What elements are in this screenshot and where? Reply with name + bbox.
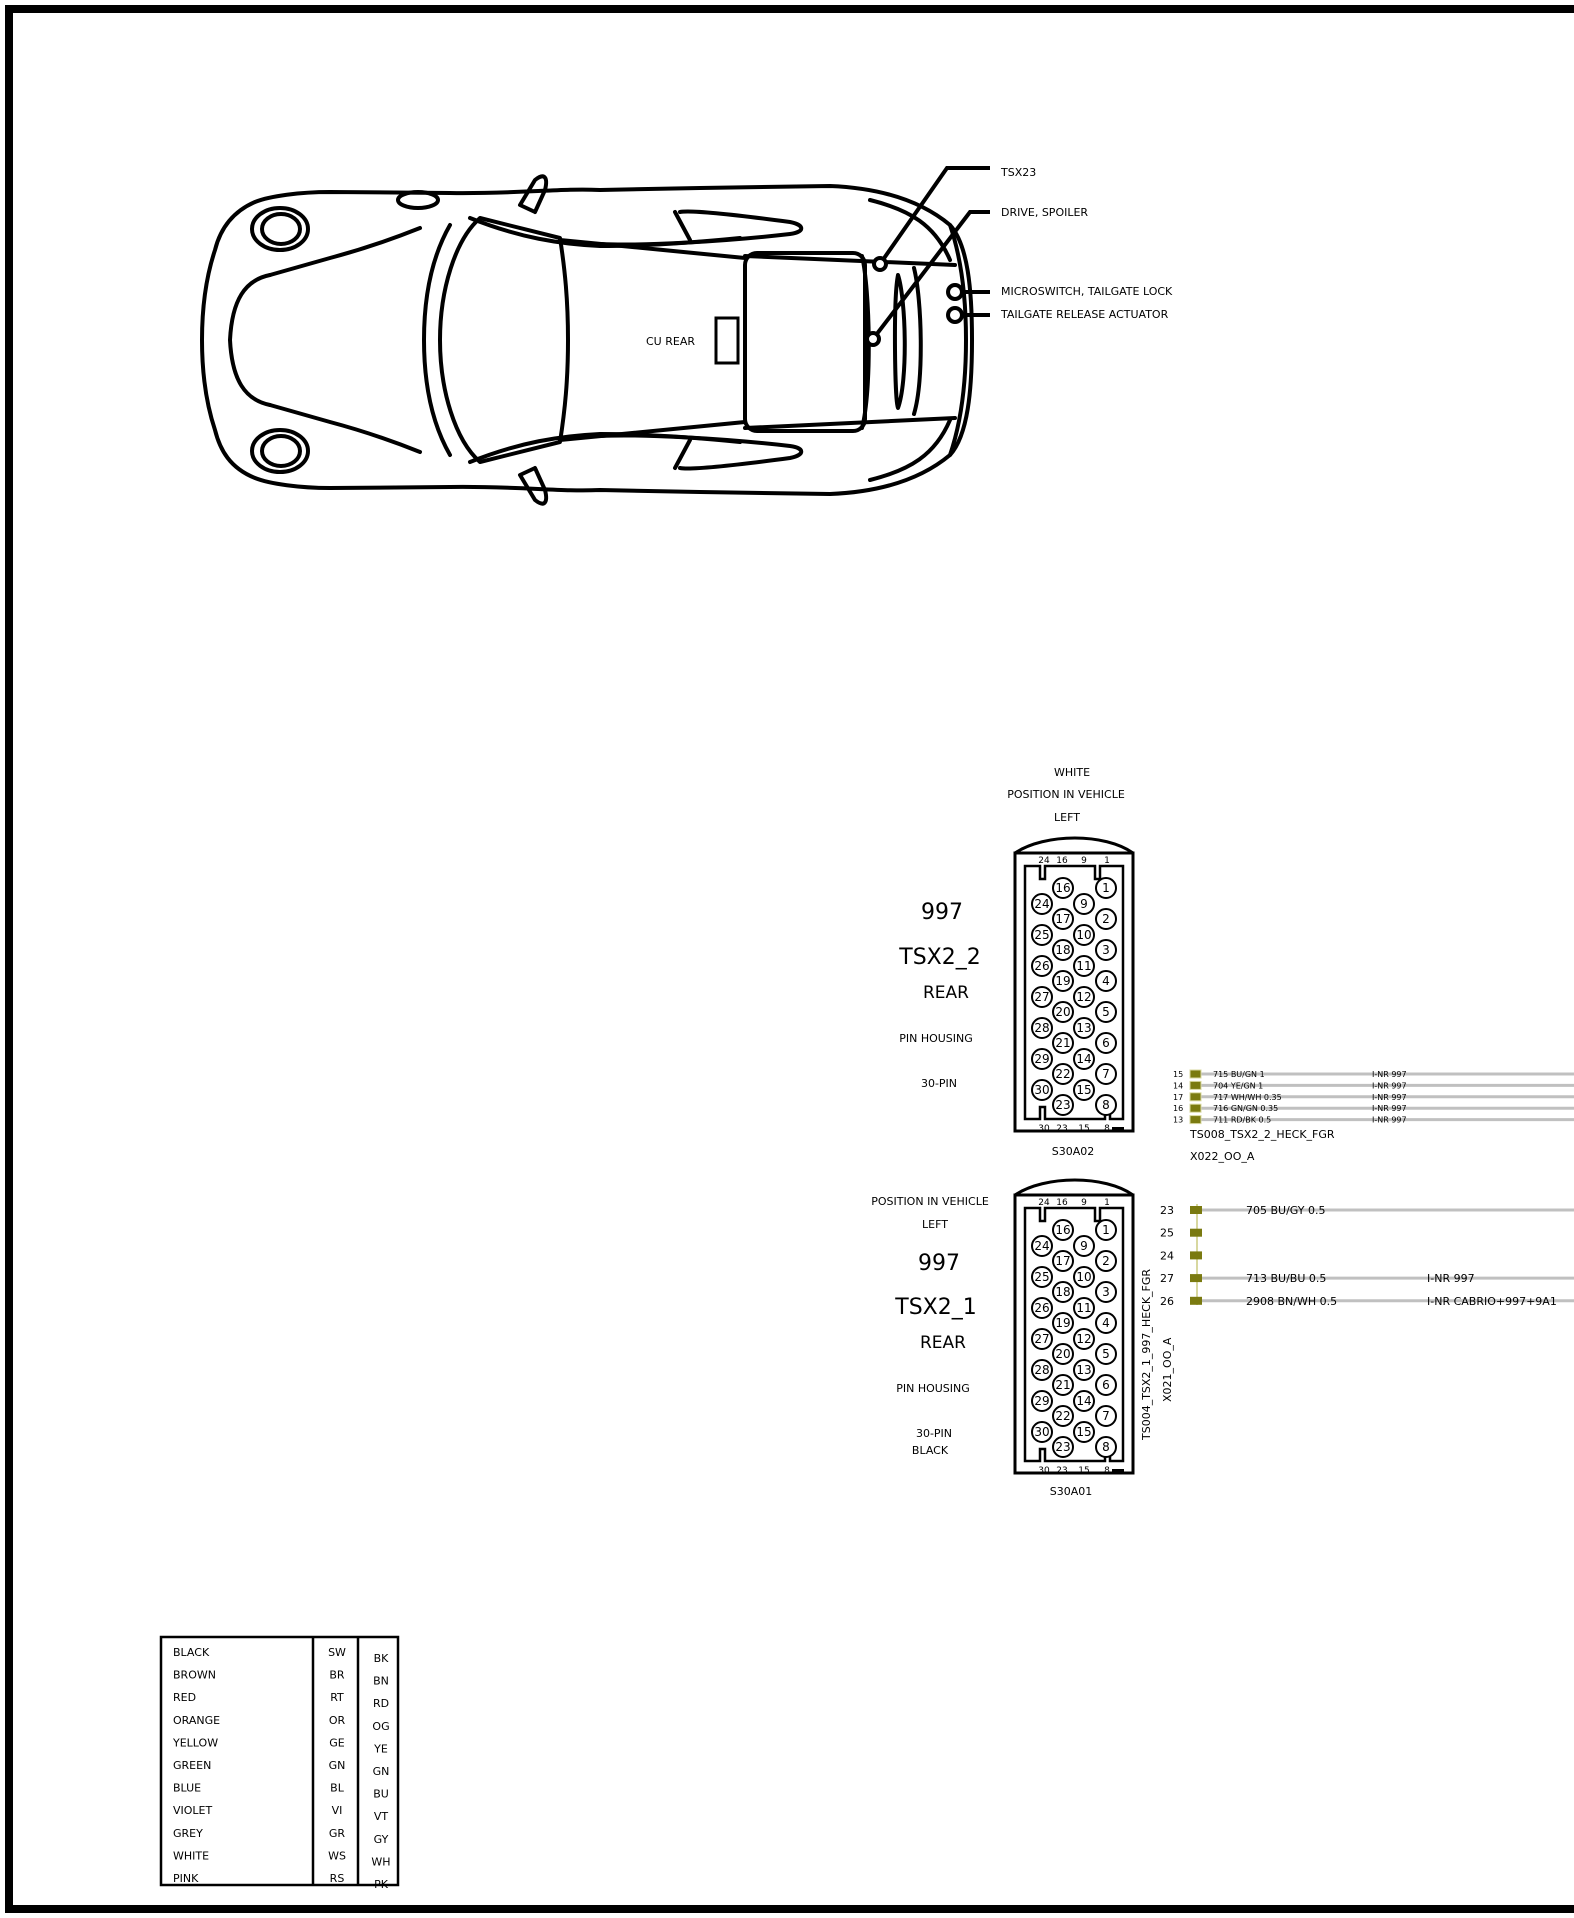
top-side-label: LEFT bbox=[1054, 811, 1080, 824]
wire-label: 2908 BN/WH 0.5 bbox=[1246, 1294, 1338, 1308]
wire-note: I-NR 997 bbox=[1427, 1272, 1475, 1286]
pin-label: 17 bbox=[1055, 912, 1071, 926]
pin-label: 22 bbox=[1055, 1067, 1071, 1081]
wire-label: 713 BU/BU 0.5 bbox=[1246, 1272, 1327, 1286]
bottom-side-label: LEFT bbox=[922, 1218, 948, 1231]
connector-bottom-housing bbox=[1015, 1180, 1133, 1476]
wire-terminal bbox=[1190, 1116, 1201, 1124]
top-ref-label: X022_OO_A bbox=[1190, 1150, 1255, 1163]
bottom-position-label: POSITION IN VEHICLE bbox=[871, 1195, 989, 1208]
wire-pin-number: 24 bbox=[1160, 1249, 1174, 1263]
legend-color-name: RED bbox=[173, 1691, 197, 1705]
pin-label: 28 bbox=[1034, 1363, 1050, 1377]
pin-label: 13 bbox=[1076, 1363, 1092, 1377]
pin-label: 2 bbox=[1102, 912, 1110, 926]
wire-label: 705 BU/GY 0.5 bbox=[1246, 1204, 1326, 1217]
bottom-model: 997 bbox=[918, 1251, 960, 1276]
top-harness-label: TS008_TSX2_2_HECK_FGR bbox=[1190, 1128, 1335, 1141]
pin-label: 30 bbox=[1034, 1425, 1050, 1439]
top-location: REAR bbox=[923, 983, 969, 1003]
wire-pin-number: 14 bbox=[1173, 1081, 1184, 1091]
cu-rear-label: CU REAR bbox=[646, 335, 695, 348]
legend-code-en: BN bbox=[373, 1674, 389, 1688]
legend-code-en: RD bbox=[372, 1697, 390, 1711]
legend-code-en: YE bbox=[374, 1742, 388, 1756]
pin-label: 19 bbox=[1055, 1316, 1071, 1330]
pin-label: 20 bbox=[1055, 1005, 1071, 1019]
legend-color-name: WHITE bbox=[173, 1849, 210, 1863]
pin-label: 7 bbox=[1102, 1409, 1110, 1423]
pin-label: 24 bbox=[1034, 897, 1050, 911]
edge-label: 15 bbox=[1078, 1466, 1090, 1476]
pin-label: 5 bbox=[1102, 1347, 1110, 1361]
callout-drive-spoiler: DRIVE, SPOILER bbox=[1001, 206, 1089, 219]
pin-label: 23 bbox=[1055, 1440, 1071, 1454]
callout-tailgate-actuator: TAILGATE RELEASE ACTUATOR bbox=[1001, 308, 1169, 321]
bottom-location: REAR bbox=[920, 1333, 966, 1353]
pin-label: 1 bbox=[1102, 1223, 1110, 1237]
legend-color-name: BLACK bbox=[173, 1646, 210, 1659]
connector-top-housing bbox=[1015, 838, 1133, 1134]
top-part-no: S30A02 bbox=[1051, 1145, 1095, 1158]
pin-label: 27 bbox=[1034, 1332, 1050, 1346]
legend-code-en: OG bbox=[372, 1719, 390, 1733]
wire-pin-number: 15 bbox=[1173, 1070, 1184, 1079]
top-position-label: POSITION IN VEHICLE bbox=[1007, 788, 1125, 801]
wire-label: 716 GN/GN 0.35 bbox=[1213, 1104, 1279, 1114]
bottom-harness-label: TS004_TSX2_1_997_HECK_FGR bbox=[1140, 1268, 1153, 1440]
wire-note: I-NR CABRIO+997+9A1 bbox=[1427, 1294, 1557, 1308]
pin-label: 6 bbox=[1102, 1378, 1110, 1392]
edge-label: 23 bbox=[1056, 1466, 1068, 1476]
pin-label: 12 bbox=[1076, 1332, 1092, 1346]
legend-code-de: OR bbox=[328, 1713, 346, 1727]
pin-label: 24 bbox=[1034, 1239, 1050, 1253]
pin-label: 28 bbox=[1034, 1021, 1050, 1035]
pin-label: 25 bbox=[1034, 1270, 1050, 1284]
pin-label: 23 bbox=[1055, 1098, 1071, 1112]
pin-label: 21 bbox=[1055, 1036, 1071, 1050]
wire-note: I-NR 997 bbox=[1372, 1115, 1407, 1125]
bottom-wire-group bbox=[1160, 1204, 1574, 1308]
edge-label: 24 bbox=[1038, 1198, 1050, 1208]
pin-label: 14 bbox=[1076, 1052, 1092, 1066]
pin-label: 9 bbox=[1080, 897, 1088, 911]
top-name: TSX2_2 bbox=[899, 945, 981, 970]
wire-terminal bbox=[1190, 1104, 1201, 1112]
edge-label: 24 bbox=[1038, 856, 1050, 866]
wire-terminal bbox=[1190, 1070, 1201, 1078]
legend-color-name: VIOLET bbox=[173, 1804, 213, 1818]
legend-code-de: GE bbox=[329, 1736, 345, 1750]
legend-code-de: BL bbox=[330, 1781, 344, 1795]
pin-label: 25 bbox=[1034, 928, 1050, 942]
legend-code-de: GN bbox=[328, 1759, 346, 1772]
wire-pin-number: 25 bbox=[1160, 1226, 1174, 1240]
pin-label: 16 bbox=[1055, 881, 1071, 895]
edge-label: 8 bbox=[1104, 1466, 1110, 1476]
legend-code-de: RS bbox=[329, 1872, 345, 1885]
edge-label: 23 bbox=[1056, 1124, 1068, 1134]
pin-label: 3 bbox=[1102, 943, 1110, 957]
wire-label: 711 RD/BK 0.5 bbox=[1213, 1115, 1272, 1125]
legend-color-name: BROWN bbox=[173, 1668, 216, 1682]
wire-pin-number: 17 bbox=[1173, 1092, 1184, 1102]
edge-label: 9 bbox=[1081, 1198, 1087, 1208]
pin-label: 7 bbox=[1102, 1067, 1110, 1081]
wire-pin-number: 27 bbox=[1160, 1272, 1174, 1286]
wire-note: I-NR 997 bbox=[1372, 1104, 1407, 1114]
car-top-view bbox=[202, 176, 972, 503]
legend-code-en: VT bbox=[373, 1810, 389, 1824]
legend-code-de: SW bbox=[328, 1646, 346, 1659]
pin-label: 21 bbox=[1055, 1378, 1071, 1392]
edge-label: 8 bbox=[1104, 1124, 1110, 1134]
legend-code-de: RT bbox=[330, 1691, 344, 1705]
pin-label: 26 bbox=[1034, 959, 1050, 973]
wire-label: 704 YE/GN 1 bbox=[1213, 1081, 1264, 1091]
wire-terminal bbox=[1190, 1297, 1202, 1305]
pin-label: 4 bbox=[1102, 1316, 1110, 1330]
wire-terminal bbox=[1190, 1093, 1201, 1101]
pin-label: 22 bbox=[1055, 1409, 1071, 1423]
bottom-housing: PIN HOUSING bbox=[896, 1382, 970, 1395]
pin-label: 20 bbox=[1055, 1347, 1071, 1361]
pin-label: 29 bbox=[1034, 1394, 1050, 1408]
pin-label: 13 bbox=[1076, 1021, 1092, 1035]
legend-code-en: BU bbox=[373, 1787, 389, 1801]
bottom-name: TSX2_1 bbox=[895, 1295, 977, 1320]
pin-label: 10 bbox=[1076, 1270, 1092, 1284]
legend-code-en: GN bbox=[372, 1765, 390, 1778]
legend-code-de: WS bbox=[328, 1849, 346, 1863]
pin-label: 15 bbox=[1076, 1083, 1092, 1097]
wire-note: I-NR 997 bbox=[1372, 1070, 1407, 1079]
pin-label: 6 bbox=[1102, 1036, 1110, 1050]
pin-label: 16 bbox=[1055, 1223, 1071, 1237]
pin-label: 4 bbox=[1102, 974, 1110, 988]
pin-label: 2 bbox=[1102, 1254, 1110, 1268]
wire-pin-number: 13 bbox=[1173, 1115, 1184, 1125]
pin-label: 27 bbox=[1034, 990, 1050, 1004]
legend-color-name: YELLOW bbox=[173, 1736, 219, 1750]
pin-label: 3 bbox=[1102, 1285, 1110, 1299]
wire-terminal bbox=[1190, 1206, 1202, 1214]
top-model: 997 bbox=[921, 900, 963, 925]
pin-label: 8 bbox=[1102, 1440, 1110, 1454]
legend-color-name: PINK bbox=[173, 1872, 199, 1885]
legend-code-en: GY bbox=[373, 1832, 389, 1846]
pin-label: 15 bbox=[1076, 1425, 1092, 1439]
pin-label: 9 bbox=[1080, 1239, 1088, 1253]
wire-terminal bbox=[1190, 1274, 1202, 1282]
top-housing: PIN HOUSING bbox=[899, 1032, 973, 1045]
wire-terminal bbox=[1190, 1081, 1201, 1089]
top-wire-group bbox=[1173, 1070, 1574, 1125]
pin-label: 5 bbox=[1102, 1005, 1110, 1019]
pin-label: 10 bbox=[1076, 928, 1092, 942]
legend-color-name: BLUE bbox=[173, 1781, 202, 1795]
legend-color-name: ORANGE bbox=[173, 1713, 221, 1727]
pin-label: 14 bbox=[1076, 1394, 1092, 1408]
wire-label: 717 WH/WH 0.35 bbox=[1213, 1092, 1282, 1102]
pin-label: 30 bbox=[1034, 1083, 1050, 1097]
wire-terminal bbox=[1190, 1251, 1202, 1259]
edge-label: 16 bbox=[1056, 856, 1068, 866]
pin-label: 18 bbox=[1055, 943, 1071, 957]
bottom-pins-count: 30-PIN bbox=[915, 1427, 953, 1440]
callout-microswitch: MICROSWITCH, TAILGATE LOCK bbox=[1001, 285, 1173, 298]
edge-label: 30 bbox=[1038, 1124, 1050, 1134]
bottom-ref-label: X021_OO_A bbox=[1161, 1337, 1174, 1402]
edge-label: 30 bbox=[1038, 1466, 1050, 1476]
wire-note: I-NR 997 bbox=[1372, 1081, 1407, 1091]
pin-label: 18 bbox=[1055, 1285, 1071, 1299]
legend-color-name: GREY bbox=[173, 1826, 203, 1840]
pin-label: 26 bbox=[1034, 1301, 1050, 1315]
legend-code-de: BR bbox=[329, 1668, 345, 1682]
pin-label: 17 bbox=[1055, 1254, 1071, 1268]
color-legend bbox=[161, 1637, 398, 1891]
edge-label: 1 bbox=[1104, 1198, 1110, 1208]
top-pins-count: 30-PIN bbox=[920, 1077, 958, 1090]
wire-terminal bbox=[1190, 1229, 1202, 1237]
pin-label: 11 bbox=[1076, 959, 1092, 973]
wire-pin-number: 23 bbox=[1160, 1204, 1174, 1217]
wire-label: 715 BU/GN 1 bbox=[1213, 1070, 1265, 1079]
legend-code-en: BK bbox=[373, 1652, 389, 1665]
pin-label: 12 bbox=[1076, 990, 1092, 1004]
pin-label: 19 bbox=[1055, 974, 1071, 988]
edge-label: 16 bbox=[1056, 1198, 1068, 1208]
legend-code-de: GR bbox=[328, 1826, 346, 1840]
edge-label: 9 bbox=[1081, 856, 1087, 866]
pin-label: 29 bbox=[1034, 1052, 1050, 1066]
pin-label: 11 bbox=[1076, 1301, 1092, 1315]
legend-color-name: GREEN bbox=[173, 1759, 212, 1772]
bottom-part-no: S30A01 bbox=[1049, 1485, 1093, 1498]
pin-label: 1 bbox=[1102, 881, 1110, 895]
legend-code-en: WH bbox=[371, 1855, 391, 1869]
pin-label: 8 bbox=[1102, 1098, 1110, 1112]
wire-pin-number: 26 bbox=[1160, 1294, 1174, 1308]
legend-code-en: PK bbox=[374, 1878, 388, 1891]
cu-rear-module bbox=[716, 318, 738, 363]
legend-code-de: VI bbox=[331, 1804, 343, 1818]
bottom-color-label: BLACK bbox=[911, 1444, 949, 1457]
wire-pin-number: 16 bbox=[1173, 1104, 1184, 1114]
edge-label: 1 bbox=[1104, 856, 1110, 866]
callout-tsx23: TSX23 bbox=[1001, 166, 1037, 179]
wire-note: I-NR 997 bbox=[1372, 1092, 1407, 1102]
edge-label: 15 bbox=[1078, 1124, 1090, 1134]
top-color-label: WHITE bbox=[1053, 766, 1091, 779]
